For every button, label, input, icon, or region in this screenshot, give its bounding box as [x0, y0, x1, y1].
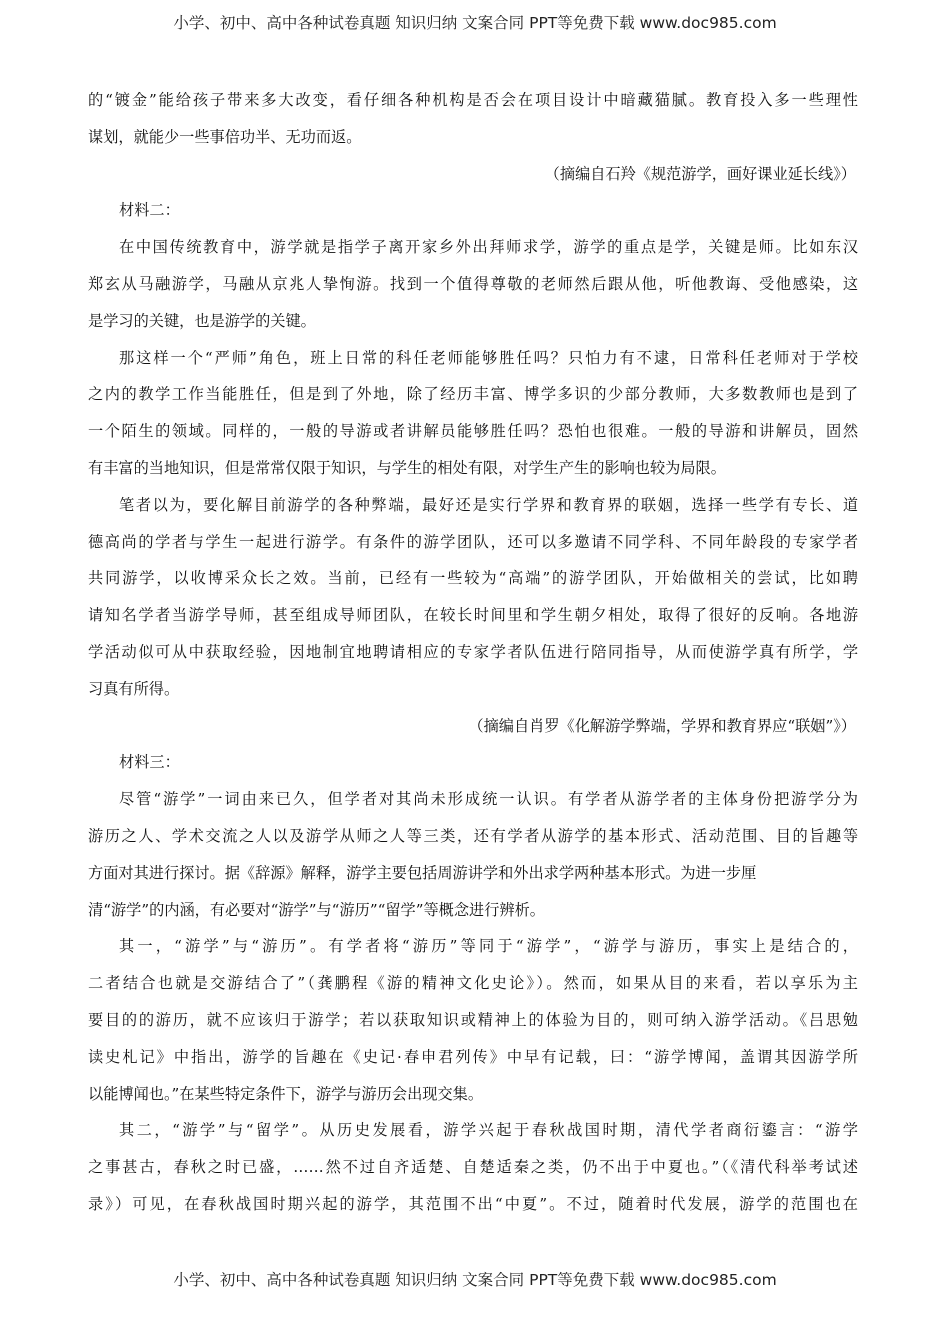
page-footer: 小学、初中、高中各种试卷真题 知识归纳 文案合同 PPT等免费下载 www.doc985.com — [173, 1271, 777, 1289]
paragraph-line: 在中国传统教育中，游学就是指学子离开家乡外出拜师求学，游学的重点是学，关键是师。比如东汉 — [119, 238, 858, 257]
paragraph-line: 之事甚古，春秋之时已盛，……然不过自齐适楚、自楚适秦之类，仍不出于中夏也。”（《清代科举考试述 — [88, 1158, 858, 1177]
source-citation: （摘编自石羚《规范游学，画好课业延长线》） — [544, 164, 856, 183]
paragraph-line: 习真有所得。 — [88, 679, 180, 698]
paragraph-line: 游历之人、学术交流之人以及游学从师之人等三类，还有学者从游学的基本形式、活动范围、目的旨趣等 — [88, 826, 858, 845]
paragraph-line: 尽管“游学”一词由来已久，但学者对其尚未形成统一认识。有学者从游学者的主体身份把游学分为 — [119, 790, 858, 809]
paragraph-line: 笔者以为，要化解目前游学的各种弊端，最好还是实行学界和教育界的联姻，选择一些学有专长、道 — [119, 495, 858, 514]
source-citation: （摘编自肖罗《化解游学弊端，学界和教育界应“联姻”》） — [468, 716, 856, 735]
paragraph-line: 郑玄从马融游学，马融从京兆人挚恂游。找到一个值得尊敬的老师然后跟从他，听他教诲、受他感染，这 — [88, 274, 858, 293]
paragraph-line: 那这样一个“严师”角色，班上日常的科任老师能够胜任吗？只怕力有不逮，日常科任老师对于学校 — [119, 348, 858, 367]
paragraph-line: 一个陌生的领域。同样的，一般的导游或者讲解员能够胜任吗？恐怕也很难。一般的导游和讲解员，固然 — [88, 422, 858, 441]
paragraph-line: 其二，“游学”与“留学”。从历史发展看，游学兴起于春秋战国时期，清代学者商衍鎏言：“游学 — [119, 1121, 858, 1140]
paragraph-line: 请知名学者当游学导师，甚至组成导师团队，在较长时间里和学生朝夕相处，取得了很好的反响。各地游 — [88, 606, 858, 625]
section-heading: 材料三： — [119, 753, 180, 772]
paragraph-line: 学活动似可从中获取经验，因地制宜地聘请相应的专家学者队伍进行陪同指导，从而使游学真有所学，学 — [88, 642, 858, 661]
document-body — [88, 86, 858, 1227]
paragraph-line: 读史札记》中指出，游学的旨趣在《史记·春申君列传》中早有记载，曰：“游学博闻，盖谓其因游学所 — [88, 1047, 858, 1066]
paragraph-line: 其一，“游学”与“游历”。有学者将“游历”等同于“游学”，“游学与游历，事实上是结合的， — [119, 937, 858, 956]
paragraph-line: 以能博闻也。”在某些特定条件下，游学与游历会出现交集。 — [88, 1084, 484, 1103]
paragraph-line: 二者结合也就是交游结合了”（龚鹏程《游的精神文化史论》）。然而，如果从目的来看，若以享乐为主 — [88, 974, 858, 993]
paragraph-line: 有丰富的当地知识，但是常常仅限于知识，与学生的相处有限，对学生产生的影响也较为局限。 — [88, 458, 726, 477]
page-header: 小学、初中、高中各种试卷真题 知识归纳 文案合同 PPT等免费下载 www.doc985.com — [173, 14, 777, 32]
paragraph-line: 之内的教学工作当能胜任，但是到了外地，除了经历丰富、博学多识的少部分教师，大多数教师也是到了 — [88, 385, 858, 404]
paragraph-line: 清“游学”的内涵，有必要对“游学”与“游历”“留学”等概念进行辨析。 — [88, 900, 545, 919]
paragraph-line: 是学习的关键，也是游学的关键。 — [88, 311, 316, 330]
paragraph-line: 要目的的游历，就不应该归于游学；若以获取知识或精神上的体验为目的，则可纳入游学活动。《吕思勉 — [88, 1010, 858, 1029]
paragraph-line: 方面对其进行探讨。据《辞源》解释，游学主要包括周游讲学和外出求学两种基本形式。为进一步厘 — [88, 863, 757, 882]
paragraph-line: 谋划，就能少一些事倍功半、无功而返。 — [88, 127, 362, 146]
paragraph-line: 的“镀金”能给孩子带来多大改变，看仔细各种机构是否会在项目设计中暗藏猫腻。教育投入多一些理性 — [88, 91, 858, 109]
paragraph-line: 录》）可见，在春秋战国时期兴起的游学，其范围不出“中夏”。不过，随着时代发展，游学的范围也在 — [88, 1194, 858, 1213]
section-heading: 材料二： — [119, 201, 180, 220]
paragraph-line: 共同游学，以收博采众长之效。当前，已经有一些较为“高端”的游学团队，开始做相关的尝试，比如聘 — [88, 569, 858, 588]
paragraph-line: 德高尚的学者与学生一起进行游学。有条件的游学团队，还可以多邀请不同学科、不同年龄段的专家学者 — [88, 532, 858, 551]
